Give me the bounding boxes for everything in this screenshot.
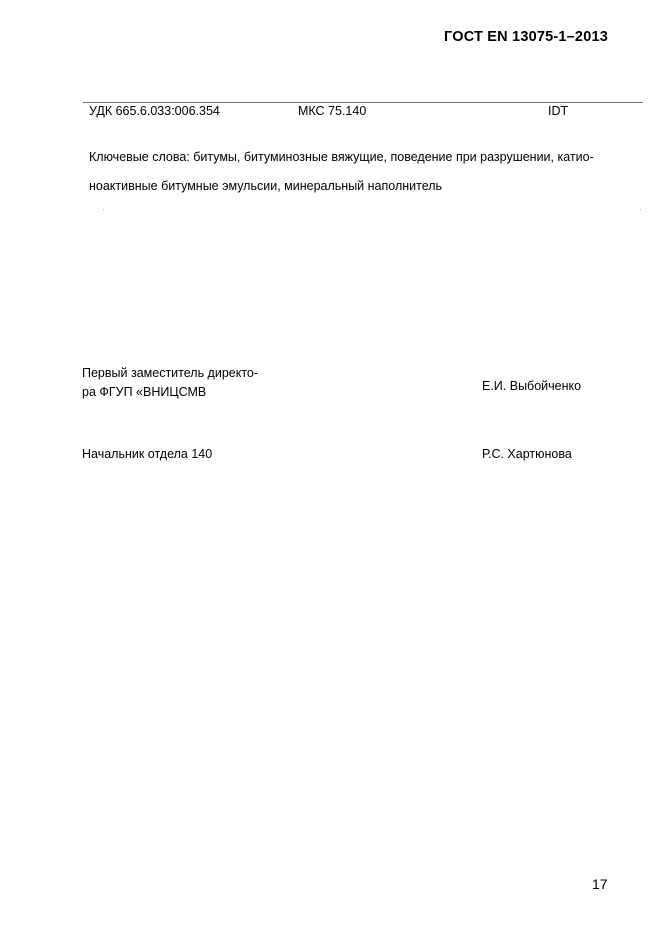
degree-of-correspondence: IDT — [548, 104, 569, 118]
signatory-2-position: Начальник отдела 140 — [82, 447, 213, 461]
mks-code: МКС 75.140 — [298, 104, 367, 118]
keywords-line-2: ноактивные битумные эмульсии, минеральный наполнитель — [89, 179, 443, 193]
divider-dot-left — [103, 209, 104, 210]
signatory-1-position-line-1: Первый заместитель директо- — [82, 366, 259, 380]
udk-code: УДК 665.6.033:006.354 — [89, 104, 220, 118]
keywords-line-1: Ключевые слова: битумы, битуминозные вяжущие, поведение при разрушении, катио- — [89, 150, 594, 164]
signatory-1-name: Е.И. Выбойченко — [482, 379, 582, 393]
classification-divider — [83, 102, 643, 103]
signatory-1-position — [82, 364, 258, 402]
page-number: 17 — [592, 876, 608, 892]
signatory-2-name: Р.С. Хартюнова — [482, 447, 572, 461]
document-standard-code: ГОСТ EN 13075-1–2013 — [443, 29, 608, 45]
divider-dot-right — [640, 209, 641, 210]
signatory-1-position-line-2: ра ФГУП «ВНИЦСМВ — [82, 385, 207, 399]
